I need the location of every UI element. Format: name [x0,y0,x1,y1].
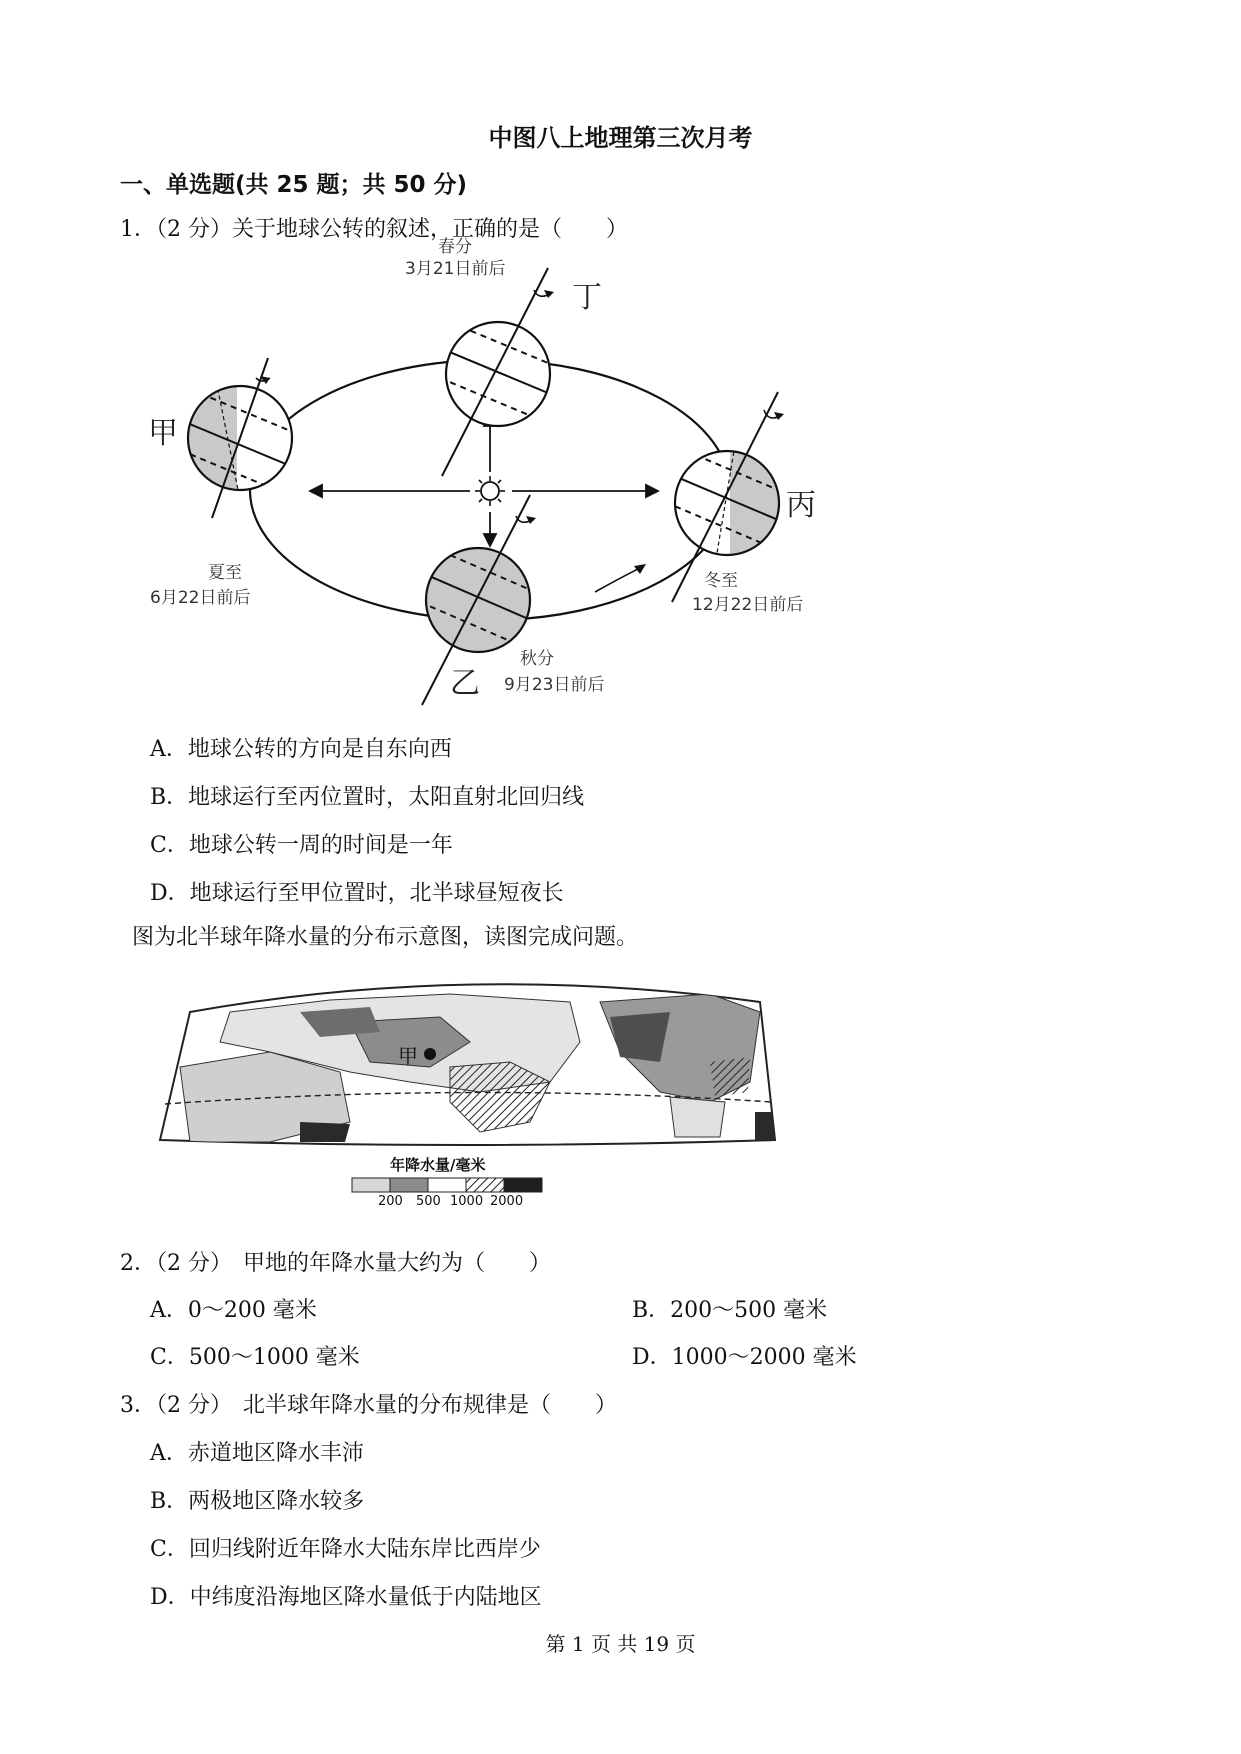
precipitation-map [150,972,790,1212]
q2-option-b: B．200～500 毫米 [632,1298,828,1323]
winter-name: 冬至 [704,571,738,591]
q2-option-a: A．0～200 毫米 [150,1298,317,1323]
label-jia: 甲 [148,416,178,451]
summer-date: 6月22日前后 [150,588,251,608]
summer-name: 夏至 [208,563,242,583]
section-heading: 一、单选题(共 25 题；共 50 分) [120,172,468,198]
marker-jia-dot [424,1048,436,1060]
map-legend [352,1178,542,1192]
orbit-diagram [120,237,840,720]
orbit-figure [120,250,840,720]
q3-option-c: C．回归线附近年降水大陆东岸比西岸少 [150,1537,541,1562]
earth-ding [440,268,560,476]
label-ding: 丁 [572,280,602,315]
map-marker-label: 甲 [398,1044,418,1068]
spring-date: 3月21日前后 [405,259,506,279]
autumn-date: 9月23日前后 [504,675,605,695]
q2-option-c: C．500～1000 毫米 [150,1345,360,1370]
legend-title: 年降水量/毫米 [390,1156,486,1174]
map-intro: 图为北半球年降水量的分布示意图，读图完成问题。 [132,925,639,950]
sun-icon [475,476,505,506]
spring-name: 春分 [438,237,472,257]
q3-option-a: A．赤道地区降水丰沛 [150,1441,364,1466]
orbit-direction-arrow [595,564,646,592]
question-3-stem: 3．（2 分） 北半球年降水量的分布规律是（ ） [120,1393,617,1418]
question-1-stem: 1．（2 分）关于地球公转的叙述，正确的是（ ） [120,217,628,242]
legend-tick: 200 [378,1194,403,1209]
autumn-name: 秋分 [520,649,554,669]
q1-option-c: C．地球公转一周的时间是一年 [150,833,453,858]
legend-tick: 1000 [450,1194,484,1209]
question-2-stem: 2．（2 分） 甲地的年降水量大约为（ ） [120,1251,551,1276]
earth-jia [180,358,305,518]
q1-option-a: A．地球公转的方向是自东向西 [150,737,452,762]
q1-option-d: D．地球运行至甲位置时，北半球昼短夜长 [150,881,564,906]
page-footer: 第 1 页 共 19 页 [545,1632,696,1656]
q3-option-d: D．中纬度沿海地区降水量低于内陆地区 [150,1585,542,1610]
sun-ray-arrows [310,414,658,546]
map-land [180,994,775,1142]
q1-option-b: B．地球运行至丙位置时，太阳直射北回归线 [150,785,585,810]
legend-tick: 500 [416,1194,441,1209]
q2-option-d: D．1000～2000 毫米 [632,1345,857,1370]
map-figure [150,972,790,1212]
winter-date: 12月22日前后 [692,595,804,615]
legend-tick: 2000 [490,1194,524,1209]
label-bing: 丙 [786,488,816,523]
label-yi: 乙 [450,666,480,701]
page-title: 中图八上地理第三次月考 [488,124,753,152]
q3-option-b: B．两极地区降水较多 [150,1489,365,1514]
